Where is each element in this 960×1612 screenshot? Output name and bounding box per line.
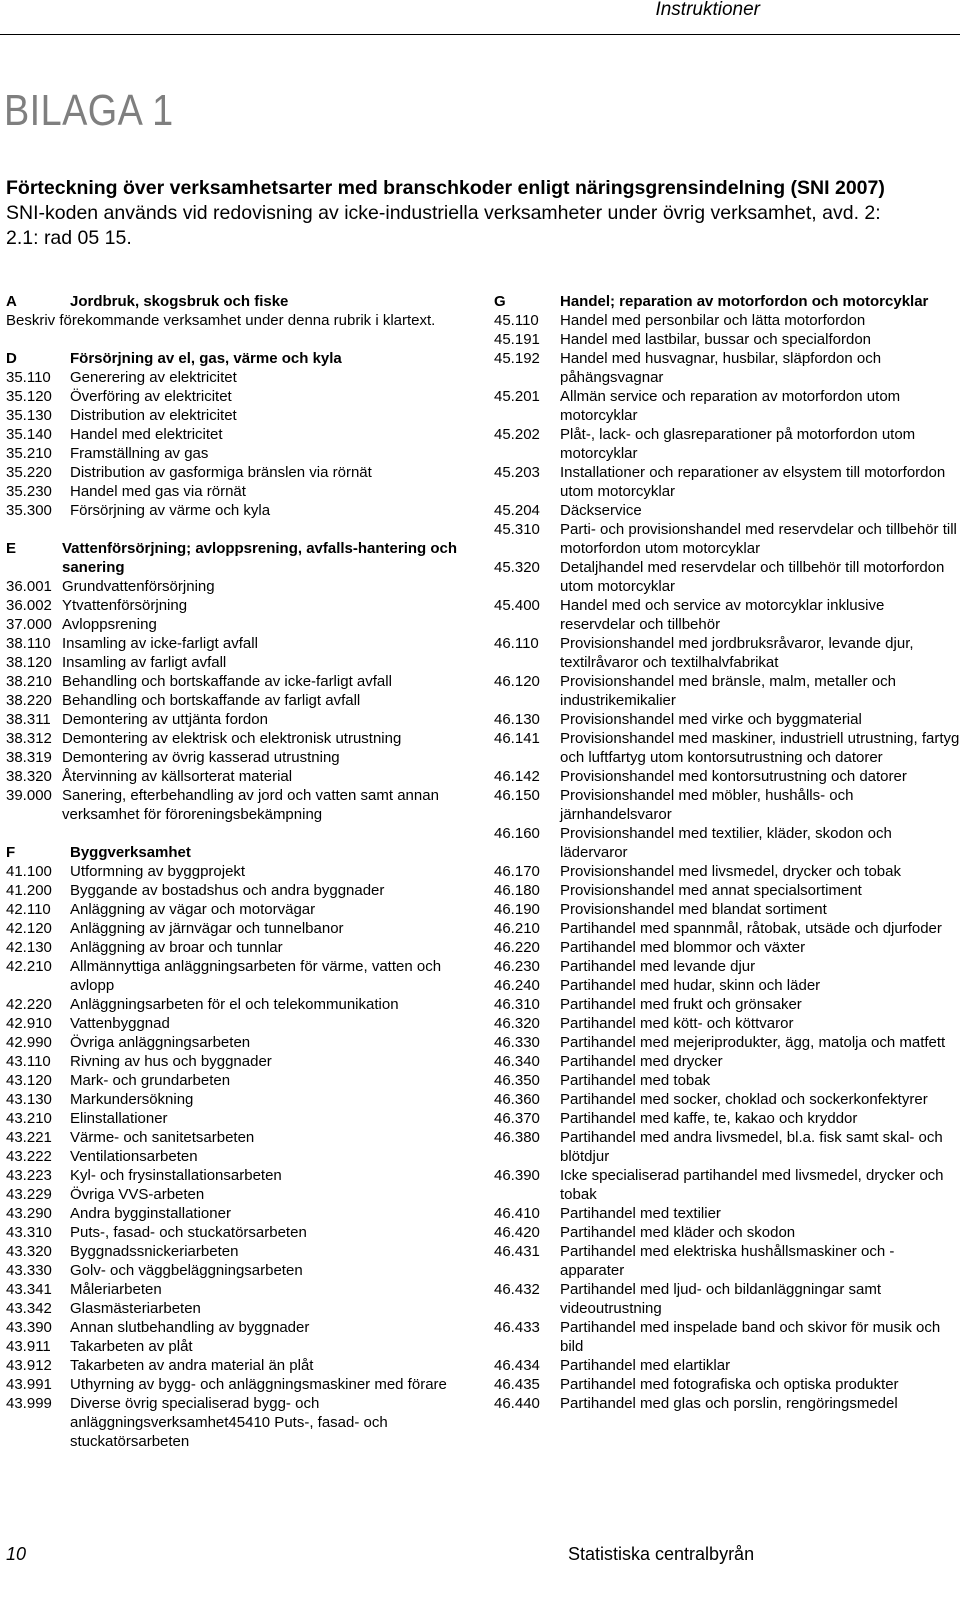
item-code: 43.290 [6, 1205, 52, 1222]
item-code: 46.434 [494, 1357, 540, 1374]
section-d-heading [6, 349, 476, 368]
item-text: Demontering av övrig kasserad utrustning [62, 749, 340, 766]
item-text: Handel med personbilar och lätta motorfordon [560, 312, 866, 329]
list-item [6, 729, 476, 748]
list-item [6, 1204, 476, 1223]
item-code: 42.130 [6, 939, 52, 956]
section-g-heading [494, 292, 960, 311]
list-item [494, 672, 960, 710]
intro-text: SNI-koden används vid redovisning av icke-industriella verksamheter under övrig verksamhet, avd. 2: 2.1: rad 05 15. [6, 202, 881, 249]
item-code: 43.229 [6, 1186, 52, 1203]
item-text: Detaljhandel med reservdelar och tillbehör till motorfordon utom motorcyklar [560, 559, 945, 595]
list-item [6, 1147, 476, 1166]
list-item [494, 1223, 960, 1242]
spacer [6, 824, 476, 843]
spacer [6, 520, 476, 539]
item-text: Partihandel med andra livsmedel, bl.a. fisk samt skal- och blötdjur [560, 1129, 943, 1165]
footer-organization: Statistiska centralbyrån [568, 1544, 755, 1564]
item-text: Partihandel med levande djur [560, 958, 756, 975]
item-text: Distribution av gasformiga bränslen via rörnät [70, 464, 372, 481]
item-text: Insamling av icke-farligt avfall [62, 635, 258, 652]
item-text: Partihandel med elektriska hushållsmaskiner och - apparater [560, 1243, 895, 1279]
item-text: Diverse övrig specialiserad bygg- och anläggningsverksamhet45410 Puts-, fasad- och stuckatörsarbeten [70, 1395, 388, 1450]
item-code: 46.340 [494, 1053, 540, 1070]
item-code: 45.320 [494, 559, 540, 576]
item-text: Demontering av uttjänta fordon [62, 711, 268, 728]
item-code: 46.220 [494, 939, 540, 956]
item-code: 46.170 [494, 863, 540, 880]
item-code: 35.210 [6, 445, 52, 462]
item-text: Ventilationsarbeten [70, 1148, 198, 1165]
intro-heading: Förteckning över verksamhetsarter med branschkoder enligt näringsgrensindelning (SNI 2007) [6, 177, 885, 199]
item-code: 46.190 [494, 901, 540, 918]
list-item [494, 881, 960, 900]
list-item [494, 824, 960, 862]
item-text: Mark- och grundarbeten [70, 1072, 231, 1089]
item-text: Partihandel med mejeriprodukter, ägg, matolja och matfett [560, 1034, 946, 1051]
item-code: 38.110 [6, 635, 51, 652]
item-code: 45.191 [494, 331, 540, 348]
section-letter: F [6, 844, 16, 861]
item-text: Överföring av elektricitet [70, 388, 232, 405]
list-item [6, 368, 476, 387]
list-item [494, 501, 960, 520]
header-rule [0, 34, 960, 35]
list-item [6, 387, 476, 406]
list-item [6, 900, 476, 919]
header-label: Instruktioner [655, 0, 760, 20]
item-code: 46.410 [494, 1205, 540, 1222]
item-code: 43.110 [6, 1053, 51, 1070]
item-code: 36.002 [6, 597, 52, 614]
item-code: 38.210 [6, 673, 52, 690]
item-code: 42.220 [6, 996, 52, 1013]
item-text: Försörjning av värme och kyla [70, 502, 271, 519]
spacer [6, 330, 476, 349]
item-text: Puts-, fasad- och stuckatörsarbeten [70, 1224, 307, 1241]
intro [6, 176, 906, 251]
item-code: 46.320 [494, 1015, 540, 1032]
item-code: 43.991 [6, 1376, 52, 1393]
item-code: 39.000 [6, 787, 52, 804]
list-item [6, 1109, 476, 1128]
list-item [6, 691, 476, 710]
item-text: Partihandel med elartiklar [560, 1357, 731, 1374]
list-item [6, 1166, 476, 1185]
item-text: Uthyrning av bygg- och anläggningsmaskiner med förare [70, 1376, 447, 1393]
item-code: 35.300 [6, 502, 52, 519]
item-code: 43.911 [6, 1338, 51, 1355]
list-item [494, 425, 960, 463]
list-item [6, 672, 476, 691]
list-item [6, 1337, 476, 1356]
item-text: Partihandel med frukt och grönsaker [560, 996, 802, 1013]
item-text: Partihandel med tobak [560, 1072, 711, 1089]
list-item [494, 995, 960, 1014]
list-item [6, 444, 476, 463]
list-item [6, 1090, 476, 1109]
list-item [494, 1204, 960, 1223]
item-text: Anläggning av järnvägar och tunnelbanor [70, 920, 344, 937]
item-text: Glasmästeriarbeten [70, 1300, 201, 1317]
item-code: 43.999 [6, 1395, 52, 1412]
item-code: 43.342 [6, 1300, 52, 1317]
item-text: Handel med gas via rörnät [70, 483, 246, 500]
item-code: 35.220 [6, 464, 52, 481]
list-item [494, 1375, 960, 1394]
section-heading: Försörjning av el, gas, värme och kyla [70, 350, 342, 367]
list-item [6, 1052, 476, 1071]
item-code: 43.210 [6, 1110, 52, 1127]
list-item [494, 786, 960, 824]
list-item [494, 1090, 960, 1109]
item-text: Partihandel med spannmål, råtobak, utsäde och djurfoder [560, 920, 942, 937]
list-item [494, 1128, 960, 1166]
list-item [6, 1356, 476, 1375]
item-text: Partihandel med inspelade band och skivor för musik och bild [560, 1319, 941, 1355]
item-text: Anläggningsarbeten för el och telekommunikation [70, 996, 399, 1013]
item-code: 45.400 [494, 597, 540, 614]
item-code: 46.431 [494, 1243, 540, 1260]
item-text: Provisionshandel med virke och byggmaterial [560, 711, 862, 728]
item-code: 45.203 [494, 464, 540, 481]
list-item [6, 748, 476, 767]
list-item [494, 1356, 960, 1375]
list-item [494, 1071, 960, 1090]
list-item [494, 1033, 960, 1052]
list-item [6, 577, 476, 596]
item-text: Partihandel med kläder och skodon [560, 1224, 796, 1241]
list-item [6, 919, 476, 938]
right-column [494, 292, 960, 1413]
section-f-heading [6, 843, 476, 862]
list-item [494, 558, 960, 596]
item-code: 41.200 [6, 882, 52, 899]
item-code: 46.435 [494, 1376, 540, 1393]
list-item [494, 900, 960, 919]
item-text: Plåt-, lack- och glasreparationer på motorfordon utom motorcyklar [560, 426, 916, 462]
item-code: 46.370 [494, 1110, 540, 1127]
list-item [6, 767, 476, 786]
item-code: 45.192 [494, 350, 540, 367]
list-item [494, 1318, 960, 1356]
item-text: Rivning av hus och byggnader [70, 1053, 272, 1070]
list-item [6, 501, 476, 520]
item-text: Återvinning av källsorterat material [62, 768, 293, 785]
left-column [6, 292, 476, 1451]
item-text: Provisionshandel med maskiner, industriell utrustning, fartyg och luftfartyg utom kontorsutrustning och datorer [560, 730, 960, 766]
section-heading: Handel; reparation av motorfordon och motorcyklar [560, 293, 929, 310]
item-text: Partihandel med textilier [560, 1205, 721, 1222]
item-text: Provisionshandel med blandat sortiment [560, 901, 827, 918]
item-text: Partihandel med blommor och växter [560, 939, 806, 956]
item-code: 45.204 [494, 502, 540, 519]
item-text: Partihandel med glas och porslin, rengöringsmedel [560, 1395, 898, 1412]
item-code: 46.240 [494, 977, 540, 994]
list-item [494, 311, 960, 330]
item-text: Däckservice [560, 502, 642, 519]
item-text: Parti- och provisionshandel med reservdelar och tillbehör till motorfordon utom motorcyklar [560, 521, 957, 557]
item-code: 46.141 [494, 730, 540, 747]
item-text: Handel med husvagnar, husbilar, släpfordon och påhängsvagnar [560, 350, 882, 386]
section-letter: E [6, 540, 17, 557]
item-text: Provisionshandel med kontorsutrustning och datorer [560, 768, 907, 785]
list-item [6, 938, 476, 957]
item-text: Sanering, efterbehandling av jord och vatten samt annan verksamhet för föroreningsbekämpning [62, 787, 439, 823]
item-code: 46.110 [494, 635, 539, 652]
item-code: 42.110 [6, 901, 51, 918]
item-code: 46.142 [494, 768, 540, 785]
item-code: 46.440 [494, 1395, 540, 1412]
item-text: Avloppsrening [62, 616, 157, 633]
item-text: Takarbeten av andra material än plåt [70, 1357, 314, 1374]
list-item [6, 881, 476, 900]
list-item [6, 1375, 476, 1394]
list-item [494, 976, 960, 995]
item-code: 43.341 [6, 1281, 52, 1298]
item-code: 35.130 [6, 407, 52, 424]
item-text: Provisionshandel med annat specialsortiment [560, 882, 862, 899]
item-text: Partihandel med kaffe, te, kakao och kryddor [560, 1110, 858, 1127]
item-text: Behandling och bortskaffande av farligt avfall [62, 692, 361, 709]
item-code: 37.000 [6, 616, 52, 633]
item-text: Grundvattenförsörjning [62, 578, 215, 595]
item-text: Provisionshandel med möbler, hushålls- och järnhandelsvaror [560, 787, 854, 823]
list-item [6, 634, 476, 653]
list-item [6, 653, 476, 672]
list-item [494, 330, 960, 349]
item-text: Insamling av farligt avfall [62, 654, 227, 671]
list-item [494, 957, 960, 976]
item-text: Partihandel med drycker [560, 1053, 723, 1070]
item-code: 45.310 [494, 521, 540, 538]
item-text: Provisionshandel med textilier, kläder, skodon och lädervaror [560, 825, 892, 861]
section-letter: A [6, 293, 17, 310]
section-a-heading [6, 292, 476, 311]
item-text: Måleriarbeten [70, 1281, 162, 1298]
item-text: Utformning av byggprojekt [70, 863, 246, 880]
list-item [6, 596, 476, 615]
item-code: 46.420 [494, 1224, 540, 1241]
item-text: Partihandel med ljud- och bildanläggningar samt videoutrustning [560, 1281, 882, 1317]
item-text: Provisionshandel med bränsle, malm, metaller och industrikemikalier [560, 673, 896, 709]
item-text: Takarbeten av plåt [70, 1338, 193, 1355]
list-item [494, 767, 960, 786]
item-code: 38.120 [6, 654, 52, 671]
item-text: Partihandel med hudar, skinn och läder [560, 977, 821, 994]
item-text: Övriga anläggningsarbeten [70, 1034, 251, 1051]
item-text: Ytvattenförsörjning [62, 597, 188, 614]
item-code: 35.120 [6, 388, 52, 405]
list-item [6, 615, 476, 634]
item-text: Allmän service och reparation av motorfordon utom motorcyklar [560, 388, 901, 424]
item-text: Framställning av gas [70, 445, 209, 462]
section-e-heading [6, 539, 476, 577]
item-text: Annan slutbehandling av byggnader [70, 1319, 310, 1336]
item-code: 46.310 [494, 996, 540, 1013]
item-code: 35.230 [6, 483, 52, 500]
list-item [494, 1052, 960, 1071]
item-code: 45.202 [494, 426, 540, 443]
item-code: 35.110 [6, 369, 51, 386]
list-item [6, 786, 476, 824]
item-code: 35.140 [6, 426, 52, 443]
item-code: 46.390 [494, 1167, 540, 1184]
item-code: 46.120 [494, 673, 540, 690]
item-text: Värme- och sanitetsarbeten [70, 1129, 255, 1146]
item-text: Handel med lastbilar, bussar och specialfordon [560, 331, 872, 348]
item-text: Markundersökning [70, 1091, 194, 1108]
list-item [494, 1166, 960, 1204]
item-code: 43.221 [6, 1129, 52, 1146]
item-text: Partihandel med kött- och köttvaror [560, 1015, 794, 1032]
list-item [494, 596, 960, 634]
section-letter: D [6, 350, 17, 367]
item-text: Partihandel med socker, choklad och sockerkonfektyrer [560, 1091, 928, 1108]
item-code: 38.312 [6, 730, 52, 747]
list-item [6, 710, 476, 729]
item-text: Icke specialiserad partihandel med livsmedel, drycker och tobak [560, 1167, 944, 1203]
list-item [494, 349, 960, 387]
list-item [6, 1128, 476, 1147]
list-item [494, 862, 960, 881]
item-text: Behandling och bortskaffande av icke-farligt avfall [62, 673, 392, 690]
list-item [6, 406, 476, 425]
list-item [6, 1299, 476, 1318]
list-item [494, 1014, 960, 1033]
list-item [494, 938, 960, 957]
item-text: Demontering av elektrisk och elektronisk utrustning [62, 730, 402, 747]
item-code: 46.350 [494, 1072, 540, 1089]
item-code: 43.390 [6, 1319, 52, 1336]
item-text: Kyl- och frysinstallationsarbeten [70, 1167, 282, 1184]
item-code: 42.210 [6, 958, 52, 975]
item-code: 36.001 [6, 578, 52, 595]
item-code: 46.432 [494, 1281, 540, 1298]
list-item [494, 387, 960, 425]
item-code: 43.130 [6, 1091, 52, 1108]
item-code: 46.130 [494, 711, 540, 728]
item-text: Handel med och service av motorcyklar inklusive reservdelar och tillbehör [560, 597, 885, 633]
list-item [6, 1014, 476, 1033]
list-item [494, 919, 960, 938]
item-text: Byggande av bostadshus och andra byggnader [70, 882, 385, 899]
list-item [494, 1280, 960, 1318]
item-code: 42.120 [6, 920, 52, 937]
item-code: 46.380 [494, 1129, 540, 1146]
section-a-note: Beskriv förekommande verksamhet under denna rubrik i klartext. [6, 312, 436, 329]
item-text: Distribution av elektricitet [70, 407, 237, 424]
item-code: 41.100 [6, 863, 52, 880]
list-item [6, 995, 476, 1014]
section-heading: Jordbruk, skogsbruk och fiske [70, 293, 289, 310]
item-text: Allmännyttiga anläggningsarbeten för värme, vatten och avlopp [70, 958, 442, 994]
item-code: 43.120 [6, 1072, 52, 1089]
list-item [6, 957, 476, 995]
item-text: Anläggning av broar och tunnlar [70, 939, 283, 956]
list-item [494, 463, 960, 501]
item-code: 38.311 [6, 711, 51, 728]
list-item [494, 634, 960, 672]
item-text: Byggnadssnickeriarbeten [70, 1243, 239, 1260]
item-text: Anläggning av vägar och motorvägar [70, 901, 316, 918]
item-text: Golv- och väggbeläggningsarbeten [70, 1262, 303, 1279]
item-text: Elinstallationer [70, 1110, 168, 1127]
item-code: 43.912 [6, 1357, 52, 1374]
item-code: 42.990 [6, 1034, 52, 1051]
item-code: 46.230 [494, 958, 540, 975]
list-item [6, 1280, 476, 1299]
list-item [6, 482, 476, 501]
page-number: 10 [6, 1544, 27, 1564]
list-item [6, 1223, 476, 1242]
item-code: 46.150 [494, 787, 540, 804]
list-item [494, 710, 960, 729]
list-item [6, 463, 476, 482]
list-item [6, 1033, 476, 1052]
item-code: 43.330 [6, 1262, 52, 1279]
item-code: 38.320 [6, 768, 52, 785]
item-code: 42.910 [6, 1015, 52, 1032]
list-item [6, 1394, 476, 1451]
list-item [494, 729, 960, 767]
item-text: Provisionshandel med livsmedel, drycker och tobak [560, 863, 901, 880]
item-text: Generering av elektricitet [70, 369, 237, 386]
item-code: 43.222 [6, 1148, 52, 1165]
page-title: BILAGA 1 [4, 86, 174, 135]
section-letter: G [494, 293, 506, 310]
list-item [494, 1109, 960, 1128]
list-item [6, 1071, 476, 1090]
item-code: 43.223 [6, 1167, 52, 1184]
list-item [494, 520, 960, 558]
item-code: 43.310 [6, 1224, 52, 1241]
list-item [6, 1261, 476, 1280]
list-item [494, 1242, 960, 1280]
item-code: 46.433 [494, 1319, 540, 1336]
item-text: Provisionshandel med jordbruksråvaror, levande djur, textilråvaror och textilhalvfabrikat [560, 635, 914, 671]
item-code: 43.320 [6, 1243, 52, 1260]
item-code: 46.160 [494, 825, 540, 842]
section-heading: Byggverksamhet [70, 844, 191, 861]
item-code: 45.110 [494, 312, 539, 329]
item-code: 46.180 [494, 882, 540, 899]
item-text: Övriga VVS-arbeten [70, 1186, 205, 1203]
item-text: Andra bygginstallationer [70, 1205, 231, 1222]
section-heading: Vattenförsörjning; avloppsrening, avfalls-hantering och sanering [62, 540, 458, 576]
list-item [6, 862, 476, 881]
item-code: 46.360 [494, 1091, 540, 1108]
item-code: 46.330 [494, 1034, 540, 1051]
list-item [494, 1394, 960, 1413]
list-item [6, 425, 476, 444]
item-text: Vattenbyggnad [70, 1015, 170, 1032]
item-code: 38.319 [6, 749, 52, 766]
list-item [6, 1318, 476, 1337]
item-code: 45.201 [494, 388, 540, 405]
item-text: Partihandel med fotografiska och optiska produkter [560, 1376, 899, 1393]
item-code: 46.210 [494, 920, 540, 937]
list-item [6, 1185, 476, 1204]
item-code: 38.220 [6, 692, 52, 709]
list-item [6, 1242, 476, 1261]
item-text: Handel med elektricitet [70, 426, 223, 443]
item-text: Installationer och reparationer av elsystem till motorfordon utom motorcyklar [560, 464, 946, 500]
